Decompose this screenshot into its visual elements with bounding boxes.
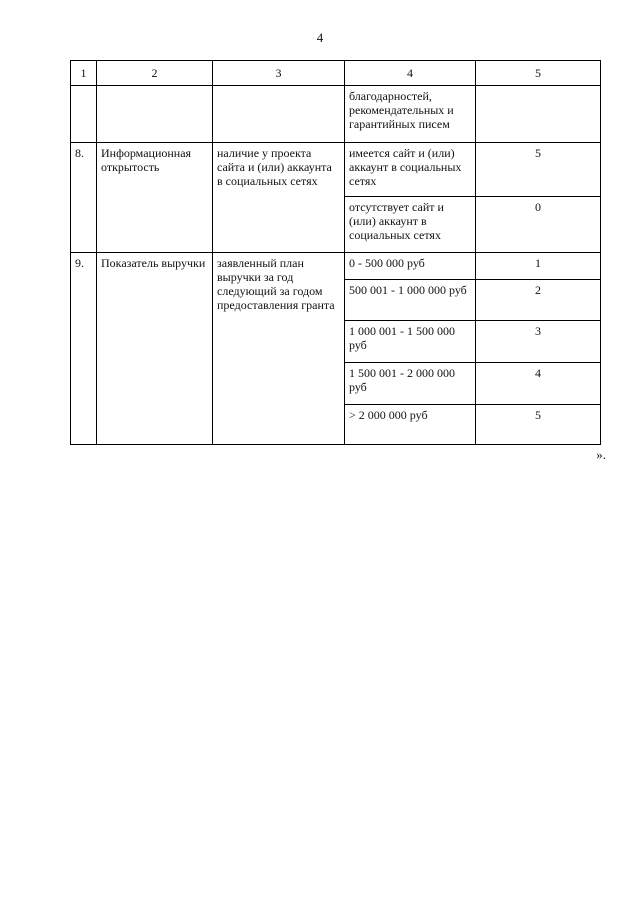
- row-number: 9.: [71, 253, 97, 445]
- option-score: 2: [476, 280, 601, 321]
- table-row-8: [71, 143, 601, 197]
- option-text: 1 500 001 - 2 000 000 руб: [345, 363, 476, 405]
- option-text: > 2 000 000 руб: [345, 405, 476, 445]
- header-col-3: 3: [213, 61, 345, 86]
- cell-score-continuation: [476, 86, 601, 143]
- option-score: 1: [476, 253, 601, 280]
- option-score: 4: [476, 363, 601, 405]
- cell-empty: [213, 86, 345, 143]
- header-col-5: 5: [476, 61, 601, 86]
- row-number: 8.: [71, 143, 97, 253]
- option-score: 5: [476, 143, 601, 197]
- criterion-name: Информационная открытость: [97, 143, 213, 253]
- option-score: 0: [476, 197, 601, 253]
- option-text: 0 - 500 000 руб: [345, 253, 476, 280]
- header-col-2: 2: [97, 61, 213, 86]
- table-row-continuation: [71, 86, 601, 143]
- header-col-4: 4: [345, 61, 476, 86]
- option-score: 5: [476, 405, 601, 445]
- criteria-table: [70, 60, 601, 445]
- option-score: 3: [476, 321, 601, 363]
- table-row-9: [71, 253, 601, 280]
- closing-quote-mark: ».: [596, 447, 606, 462]
- table-header-row: [71, 61, 601, 86]
- criterion-description: наличие у проекта сайта и (или) аккаунта в социальных сетях: [213, 143, 345, 253]
- criterion-description: заявленный план выручки за год следующий за годом предоставления гранта: [213, 253, 345, 445]
- page-number: 4: [316, 30, 324, 45]
- cell-empty: [71, 86, 97, 143]
- option-text: 1 000 001 - 1 500 000 руб: [345, 321, 476, 363]
- option-text: отсутствует сайт и (или) аккаунт в социальных сетях: [345, 197, 476, 253]
- option-text: имеется сайт и (или) аккаунт в социальных сетях: [345, 143, 476, 197]
- cell-empty: [97, 86, 213, 143]
- header-col-1: 1: [71, 61, 97, 86]
- criterion-name: Показатель выручки: [97, 253, 213, 445]
- cell-option-continuation: благодарностей, рекомендательных и гарантийных писем: [345, 86, 476, 143]
- option-text: 500 001 - 1 000 000 руб: [345, 280, 476, 321]
